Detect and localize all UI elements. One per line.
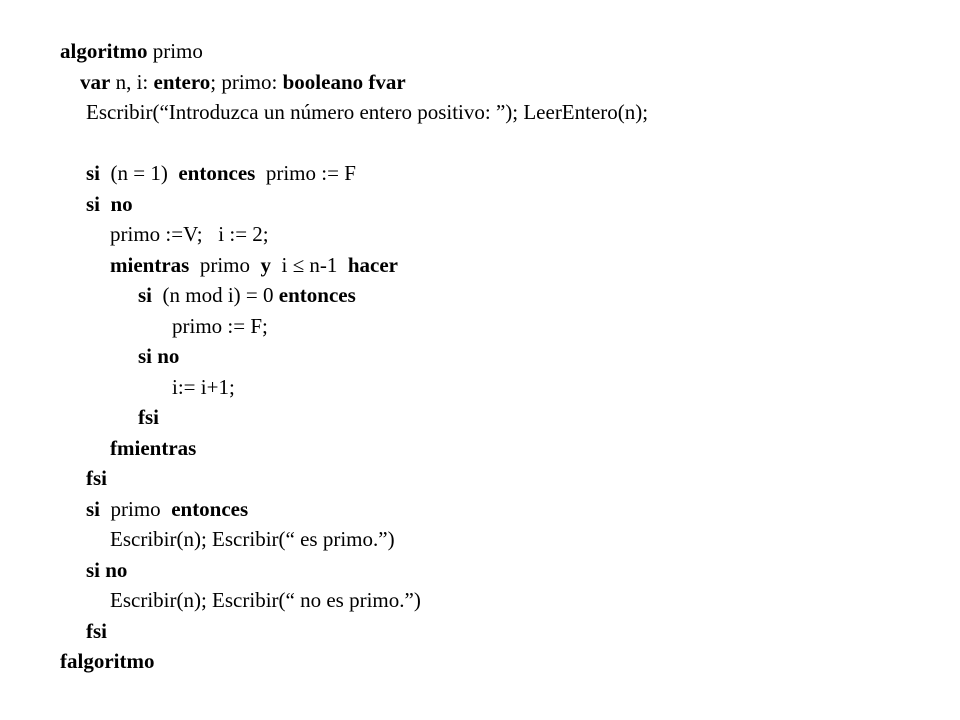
code-text: i ≤ n-1 — [271, 252, 348, 277]
keyword-text: si — [86, 161, 101, 185]
keyword-text: hacer — [347, 252, 399, 277]
keyword-text: algoritmo — [60, 39, 148, 63]
code-line — [60, 524, 648, 555]
code-line — [60, 36, 648, 67]
code-line — [60, 463, 648, 494]
code-text: Escribir(“Introduzca un número entero positivo: ”); LeerEntero(n); — [86, 100, 649, 124]
keyword-text: si no — [86, 191, 133, 216]
code-line — [60, 555, 648, 586]
code-line — [60, 646, 648, 677]
keyword-text: si no — [86, 557, 128, 582]
code-text: Escribir(n); Escribir(“ no es primo.”) — [110, 588, 421, 612]
keyword-text: var — [80, 69, 111, 94]
keyword-text: y — [260, 252, 271, 277]
code-text: primo :=V; i := 2; — [110, 222, 269, 246]
code-text: Escribir(n); Escribir(“ es primo.”) — [110, 527, 395, 551]
code-text: (n = 1) — [100, 161, 179, 185]
code-line — [60, 585, 648, 616]
code-line — [60, 402, 648, 433]
keyword-text: fmientras — [110, 435, 197, 460]
keyword-text: fsi — [86, 466, 107, 490]
blank-line — [60, 128, 648, 159]
code-line — [60, 219, 648, 250]
keyword-text: mientras — [110, 252, 190, 277]
keyword-text: si — [86, 496, 101, 521]
code-text: i:= i+1; — [172, 374, 235, 399]
code-line — [60, 189, 648, 220]
keyword-text: entero — [153, 69, 211, 94]
code-line — [60, 494, 648, 525]
keyword-text: falgoritmo — [60, 649, 155, 673]
code-text: n, i: — [110, 69, 154, 94]
code-line — [60, 433, 648, 464]
keyword-text: entonces — [171, 496, 249, 521]
keyword-text: si — [138, 283, 153, 307]
keyword-text: fsi — [138, 405, 159, 429]
code-text: primo — [189, 252, 261, 277]
code-line — [60, 67, 648, 98]
code-line — [60, 280, 648, 311]
code-text: primo — [100, 496, 172, 521]
code-text: primo := F — [255, 161, 356, 185]
keyword-text: entonces — [278, 283, 356, 307]
code-line — [60, 311, 648, 342]
pseudocode-block — [60, 36, 648, 677]
code-line — [60, 97, 648, 128]
code-line — [60, 341, 648, 372]
code-line — [60, 616, 648, 647]
code-text: (n mod i) = 0 — [152, 283, 279, 307]
code-text: primo := F; — [172, 313, 268, 338]
code-line — [60, 250, 648, 281]
code-line — [60, 372, 648, 403]
keyword-text: si no — [138, 344, 180, 368]
keyword-text: fsi — [86, 618, 107, 643]
code-text: ; primo: — [210, 69, 283, 94]
code-line — [60, 158, 648, 189]
keyword-text: booleano fvar — [282, 69, 406, 94]
keyword-text: entonces — [178, 161, 256, 185]
code-text: primo — [147, 39, 203, 63]
